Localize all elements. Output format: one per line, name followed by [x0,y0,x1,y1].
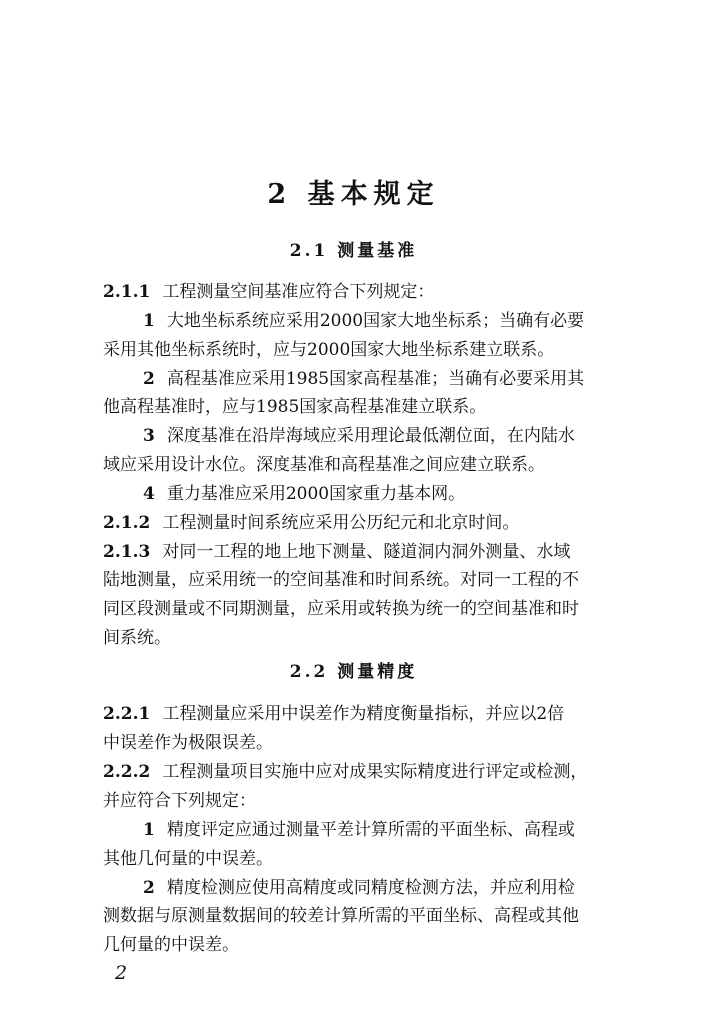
text-line: 间系统。 [103,628,171,648]
page-number: 2 [115,962,128,984]
clause-text: 工程测量时间系统应采用公历纪元和北京时间。 [162,513,520,533]
item-1 [143,819,628,841]
text-line: 同区段测量或不同期测量，应采用或转换为统一的空间基准和时 [103,599,579,619]
clause-text: 工程测量空间基准应符合下列规定： [162,282,435,302]
item-number: 4 [143,484,155,504]
text-line: 陆地测量，应采用统一的空间基准和时间系统。对同一工程的不 [103,570,579,590]
clause-text: 对同一工程的地上地下测量、隧道洞内洞外测量、水域 [162,542,571,562]
clause-2-2-1 [103,703,628,725]
text-line: 他高程基准时，应与1985国家高程基准建立联系。 [103,397,487,417]
clause-2-1-1 [103,281,628,303]
clause-number: 2.2.2 [103,762,151,782]
text-line: 几何量的中误差。 [103,935,239,955]
item-text: 精度评定应通过测量平差计算所需的平面坐标、高程或 [166,820,575,840]
clause-number: 2.1.1 [103,282,151,302]
clause-number: 2.1.3 [103,542,151,562]
clause-2-1-2 [103,512,628,534]
item-number: 2 [143,369,155,389]
item-3 [143,425,628,447]
item-text: 深度基准在沿岸海域应采用理论最低潮位面，在内陆水 [166,426,575,446]
text-line: 测数据与原测量数据间的较差计算所需的平面坐标、高程或其他 [103,906,579,926]
clause-number: 2.2.1 [103,704,151,724]
section-title-2-2: 2.2 测量精度 [289,662,418,682]
text-line: 采用其他坐标系统时，应与2000国家大地坐标系建立联系。 [103,340,555,360]
clause-2-2-2 [103,761,628,783]
clause-text: 工程测量项目实施中应对成果实际精度进行评定或检测， [162,762,588,782]
item-number: 3 [143,426,155,446]
item-text: 精度检测应使用高精度或同精度检测方法，并应利用检 [166,878,575,898]
item-text: 大地坐标系统应采用2000国家大地坐标系；当确有必要 [166,311,585,331]
clause-2-1-3 [103,541,628,563]
clause-number: 2.1.2 [103,513,151,533]
section-title-2-1: 2.1 测量基准 [289,241,418,261]
clause-text: 工程测量应采用中误差作为精度衡量指标，并应以2倍 [162,704,565,724]
text-line: 其他几何量的中误差。 [103,849,273,869]
item-4 [143,483,628,505]
text-line: 域应采用设计水位。深度基准和高程基准之间应建立联系。 [103,455,545,475]
item-number: 2 [143,878,155,898]
item-number: 1 [143,820,155,840]
text-line: 中误差作为极限误差。 [103,733,273,753]
item-number: 1 [143,311,155,331]
item-text: 高程基准应采用1985国家高程基准；当确有必要采用其 [166,369,585,389]
text-line: 并应符合下列规定： [103,791,256,811]
item-1 [143,310,628,332]
item-text: 重力基准应采用2000国家重力基本网。 [166,484,466,504]
item-2 [143,877,628,899]
chapter-title: 2 基本规定 [267,179,440,210]
item-2 [143,368,628,390]
